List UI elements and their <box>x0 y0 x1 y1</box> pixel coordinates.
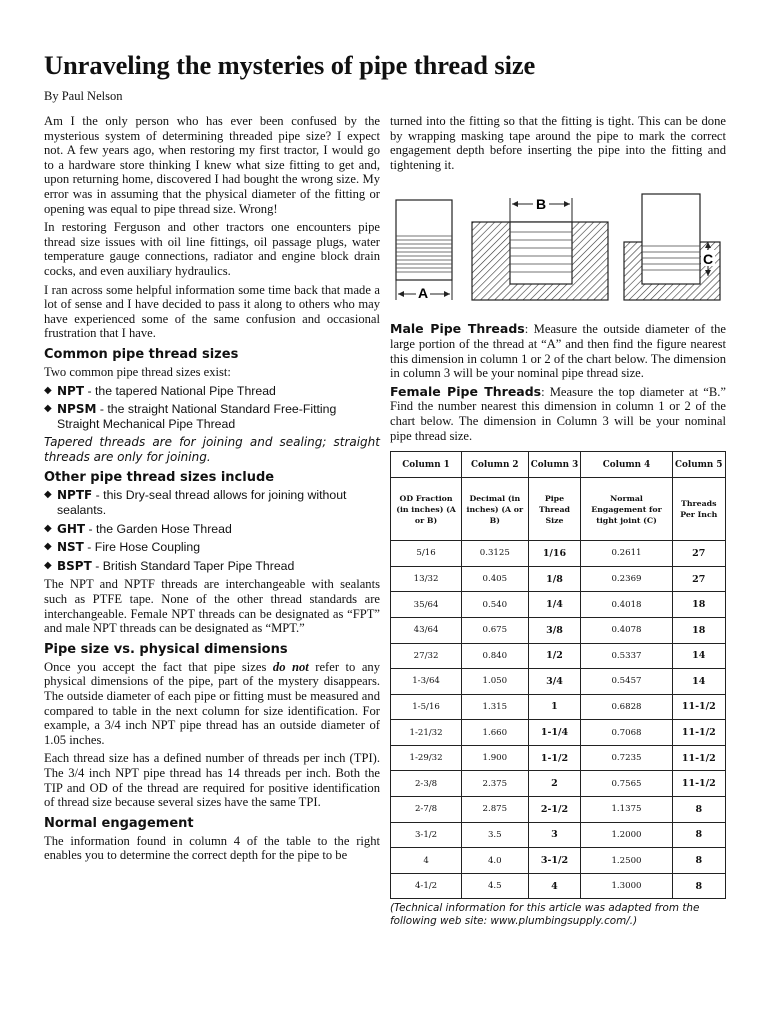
tpi-paragraph: Each thread size has a defined number of threads per inch (TPI). The 3/4 inch NPT pipe thread has 14 threads per inch. Both the TIP and OD of the thread are required for positive identification of thread size because several sizes have the same TPI. <box>44 751 380 810</box>
table-cell: 14 <box>672 643 725 669</box>
table-cell: 1.900 <box>462 745 528 771</box>
table-cell: 27 <box>672 541 725 567</box>
table-cell: 27 <box>672 566 725 592</box>
table-cell: 11-1/2 <box>672 745 725 771</box>
table-cell: 8 <box>672 797 725 823</box>
table-cell: 2.375 <box>462 771 528 797</box>
table-cell: 1-1/4 <box>528 720 581 746</box>
table-cell: 1/16 <box>528 541 581 567</box>
table-cell: 27/32 <box>391 643 462 669</box>
list-item: ◆ NPTF - this Dry-seal thread allows for joining without sealants. <box>44 488 347 518</box>
right-column <box>390 114 726 928</box>
diamond-bullet-icon: ◆ <box>44 541 52 553</box>
table-cell: 0.3125 <box>462 541 528 567</box>
list-item: ◆ NPSM - the straight National Standard Free-Fitting Straight Mechanical Pipe Thread <box>44 402 337 431</box>
table-cell: 1-21/32 <box>391 720 462 746</box>
table-row <box>391 617 726 643</box>
label-c: C <box>702 251 714 268</box>
column-header: Column 1 <box>391 452 462 478</box>
table-row <box>391 566 726 592</box>
table-cell: 0.7068 <box>581 720 672 746</box>
intro-paragraph: Am I the only person who has ever been confused by the mysterious system of determining threaded pipe size? I expect not. A few years ago, when restoring my first tractor, I would go to a hardware store thinking I knew what size fitting to get and, upon returning home, discovered I had bought the wrong size. My error was in assuming that the physical diameter of the fitting or opening was equal to pipe thread size. Wrong! <box>44 114 380 216</box>
table-cell: 4-1/2 <box>391 873 462 899</box>
table-cell: 3-1/2 <box>391 822 462 848</box>
table-row <box>391 643 726 669</box>
heading-normal-engagement: Normal engagement <box>44 815 194 831</box>
table-row <box>391 797 726 823</box>
table-cell: 0.6828 <box>581 694 672 720</box>
table-cell: 1.2500 <box>581 848 672 874</box>
table-cell: 1-1/2 <box>528 745 581 771</box>
table-cell: 3-1/2 <box>528 848 581 874</box>
diamond-bullet-icon: ◆ <box>44 384 52 396</box>
diamond-bullet-icon: ◆ <box>44 403 52 415</box>
table-cell: 4.0 <box>462 848 528 874</box>
heading-other-sizes: Other pipe thread sizes include <box>44 470 275 486</box>
table-cell: 1-29/32 <box>391 745 462 771</box>
table-cell: 4 <box>391 848 462 874</box>
subheader-cell: Threads Per Inch <box>672 478 725 541</box>
table-cell: 11-1/2 <box>672 771 725 797</box>
list-item: ◆ NPT - the tapered National Pipe Thread <box>44 383 276 398</box>
table-cell: 1 <box>528 694 581 720</box>
article-title: Unraveling the mysteries of pipe thread size <box>44 50 536 80</box>
subheader-cell: Normal Engagement for tight joint (C) <box>581 478 672 541</box>
table-cell: 2.875 <box>462 797 528 823</box>
list-item: ◆ NST - Fire Hose Coupling <box>44 540 201 555</box>
table-cell: 11-1/2 <box>672 720 725 746</box>
common-intro: Two common pipe thread sizes exist: <box>44 364 231 379</box>
table-row <box>391 694 726 720</box>
table-cell: 1/4 <box>528 592 581 618</box>
table-cell: 2-1/2 <box>528 797 581 823</box>
table-cell: 4 <box>528 873 581 899</box>
table-row <box>391 822 726 848</box>
table-cell: 43/64 <box>391 617 462 643</box>
table-row <box>391 541 726 567</box>
female-threads-paragraph: Female Pipe Threads: Measure the top diameter at “B.” Find the number nearest this dimension in column 1 or 2 of the chart below. The dimension in Column 3 will be your nominal pipe thread size. <box>390 383 726 443</box>
female-fitting-drawing <box>472 195 608 300</box>
table-row <box>391 592 726 618</box>
table-cell: 1.1375 <box>581 797 672 823</box>
byline: By Paul Nelson <box>44 89 123 103</box>
table-cell: 0.405 <box>462 566 528 592</box>
table-cell: 0.7565 <box>581 771 672 797</box>
table-cell: 1-5/16 <box>391 694 462 720</box>
table-cell: 18 <box>672 617 725 643</box>
table-cell: 1.050 <box>462 669 528 695</box>
common-list <box>44 384 380 432</box>
subheader-cell: OD Fraction (in inches) (A or B) <box>391 478 462 541</box>
table-cell: 8 <box>672 873 725 899</box>
continuation-paragraph: turned into the fitting so that the fitting is tight. This can be done by wrapping masking tape around the pipe to mark the correct engagement depth before inserting the pipe into the fitting and tightening it. <box>390 114 726 172</box>
table-cell: 0.840 <box>462 643 528 669</box>
table-cell: 3/4 <box>528 669 581 695</box>
table-cell: 2 <box>528 771 581 797</box>
table-cell: 11-1/2 <box>672 694 725 720</box>
helpful-info-paragraph: I ran across some helpful information some time back that made a lot of sense and I have decided to pass it along to others who may have experienced some of the same confusion and occasional frustration that I have. <box>44 282 380 341</box>
list-item: ◆ GHT - the Garden Hose Thread <box>44 521 232 536</box>
table-cell: 4.5 <box>462 873 528 899</box>
table-cell: 1.660 <box>462 720 528 746</box>
thread-measurement-figure <box>390 192 726 310</box>
table-cell: 2-7/8 <box>391 797 462 823</box>
table-cell: 2-3/8 <box>391 771 462 797</box>
table-cell: 0.675 <box>462 617 528 643</box>
table-cell: 1/2 <box>528 643 581 669</box>
heading-size-vs-dimensions: Pipe size vs. physical dimensions <box>44 641 288 657</box>
left-column <box>44 114 380 867</box>
table-row <box>391 669 726 695</box>
table-cell: 1.3000 <box>581 873 672 899</box>
column-header: Column 2 <box>462 452 528 478</box>
list-item: ◆ BSPT - British Standard Taper Pipe Thread <box>44 558 295 573</box>
table-row <box>391 745 726 771</box>
tapered-note: Tapered threads are for joining and sealing; straight threads are only for joining. <box>44 435 380 464</box>
male-pipe-drawing <box>396 200 452 301</box>
table-cell: 0.2369 <box>581 566 672 592</box>
source-credit: (Technical information for this article was adapted from the following web site: www.plumbingsupply.com/.) <box>390 902 700 928</box>
table-row <box>391 848 726 874</box>
diamond-bullet-icon: ◆ <box>44 522 52 534</box>
table-cell: 0.2611 <box>581 541 672 567</box>
subheader-cell: Decimal (in inches) (A or B) <box>462 478 528 541</box>
heading-common-sizes: Common pipe thread sizes <box>44 346 239 362</box>
label-b: B <box>535 196 547 213</box>
table-cell: 1-3/64 <box>391 669 462 695</box>
table-cell: 0.4018 <box>581 592 672 618</box>
table-cell: 0.5457 <box>581 669 672 695</box>
table-cell: 0.540 <box>462 592 528 618</box>
interchangeable-paragraph: The NPT and NPTF threads are interchangeable with sealants such as PTFE tape. None of the other thread standards are interchangeable. Female NPT threads can be designated as “FPT” and male NPT threads can be designated as “MPT.” <box>44 577 380 636</box>
column-header: Column 4 <box>581 452 672 478</box>
table-cell: 8 <box>672 848 725 874</box>
column-header: Column 3 <box>528 452 581 478</box>
subheader-cell: Pipe Thread Size <box>528 478 581 541</box>
other-list <box>44 488 380 573</box>
table-cell: 1.315 <box>462 694 528 720</box>
table-cell: 0.5337 <box>581 643 672 669</box>
size-paragraph: Once you accept the fact that pipe sizes do not refer to any physical dimensions of the pipe, part of the mystery disappears. The outside diameter of each pipe or fitting must be measured and compared to table in the next column for size identification. For example, a 3/4 inch NPT pipe thread has an outside diameter of 1.05 inches. <box>44 659 381 747</box>
table-cell: 18 <box>672 592 725 618</box>
normal-engagement-paragraph: The information found in column 4 of the table to the right enables you to determine the correct depth for the pipe to be <box>44 833 380 863</box>
table-cell: 3.5 <box>462 822 528 848</box>
label-a: A <box>417 285 429 302</box>
table-cell: 5/16 <box>391 541 462 567</box>
pipe-thread-table <box>390 451 726 899</box>
table-cell: 0.4078 <box>581 617 672 643</box>
table-row <box>391 771 726 797</box>
table-row <box>391 873 726 899</box>
table-body <box>391 541 726 899</box>
diamond-bullet-icon: ◆ <box>44 559 52 571</box>
diamond-bullet-icon: ◆ <box>44 489 52 501</box>
table-subheader-row <box>391 478 726 541</box>
table-cell: 1.2000 <box>581 822 672 848</box>
table-cell: 8 <box>672 822 725 848</box>
table-row <box>391 720 726 746</box>
table-cell: 3 <box>528 822 581 848</box>
male-threads-paragraph: Male Pipe Threads: Measure the outside diameter of the large portion of the thread at “A” and then find the figure nearest this dimension in column 1 or 2 of the chart below. The dimension in column 3 will be your nominal pipe thread size. <box>390 321 726 381</box>
ferguson-paragraph: In restoring Ferguson and other tractors one encounters pipe thread size issues with oil line fittings, oil passage plugs, water temperature gauge connections, radiator and engine block drain cocks, and even auxiliary hydraulics. <box>44 220 380 278</box>
table-cell: 14 <box>672 669 725 695</box>
engaged-joint-drawing <box>624 194 720 300</box>
table-cell: 1/8 <box>528 566 581 592</box>
table-header-row <box>391 452 726 478</box>
table-cell: 0.7235 <box>581 745 672 771</box>
table-cell: 13/32 <box>391 566 462 592</box>
table-cell: 3/8 <box>528 617 581 643</box>
column-header: Column 5 <box>672 452 725 478</box>
table-cell: 35/64 <box>391 592 462 618</box>
